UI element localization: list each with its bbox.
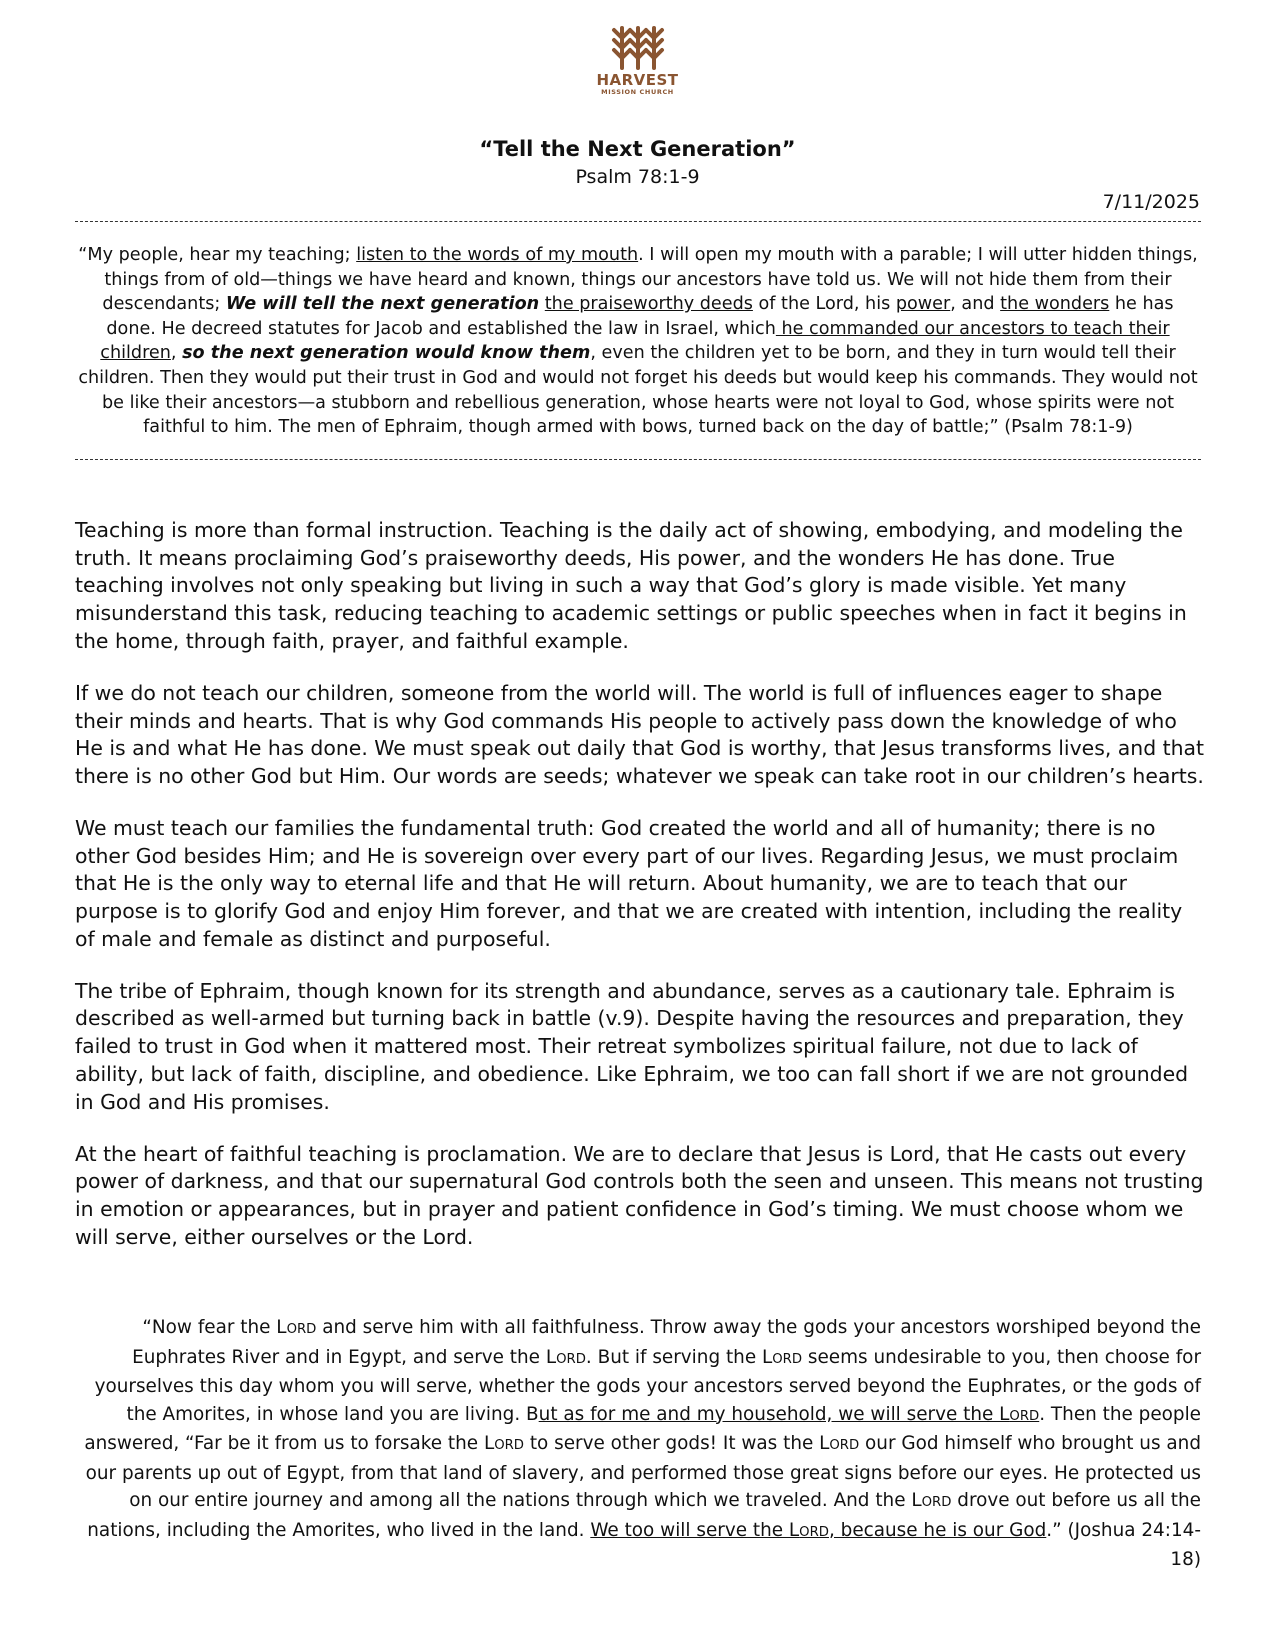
closing-scripture [75, 1314, 1201, 1574]
small-caps-lord: ORD [494, 1438, 524, 1453]
scripture-text: he has done. He decreed statutes for Jacob and established the law in Israel, which [106, 294, 1174, 339]
closing-text: , because he is our God [828, 1519, 1047, 1541]
closing-text: ut as for me and my household, we will serve the L [538, 1403, 1010, 1425]
closing-text: . Then the people answered, “Far be it from us to forsake the L [84, 1403, 1201, 1454]
small-caps-lord: ORD [772, 1351, 803, 1367]
bottom-divider [75, 459, 1201, 460]
scripture-text: , even the children yet to be born, and they in turn would tell their children. Then they would put their trust in God and would not forget his deeds but would keep his commands. They would not be like their ancestors—a stubborn and rebellious generation, whose hearts were not loyal to God, whose spirits were not faithful to him. The men of Ephraim, though armed with bows, turned back on the day of battle;” (Psalm 78:1-9) [78, 343, 1198, 438]
sermon-passage: Psalm 78:1-9 [575, 166, 700, 188]
logo-name: HARVEST [596, 71, 679, 89]
small-caps-lord: ORD [1009, 1408, 1040, 1424]
closing-text: We too will serve the L [590, 1519, 800, 1541]
body-paragraph: We must teach our families the fundamental truth: God created the world and all of humanity; there is no other God besides Him; and He is sovereign over every part of our lives. Regarding Jesus, we must proclaim that He is the only way to eternal life and that He will return. About humanity, we are to teach that our purpose is to glorify God and enjoy Him forever, and that we are created with intention, including the reality of male and female as distinct and purposeful. [75, 815, 1183, 951]
top-divider [75, 221, 1201, 222]
closing-text: drove out before us all the nations, including the Amorites, who lived in the land. [87, 1490, 1201, 1541]
small-caps-lord: ORD [829, 1438, 860, 1453]
sermon-title: “Tell the Next Generation” [479, 137, 796, 161]
closing-text: . But if serving the L [585, 1346, 773, 1368]
sermon-body [75, 517, 1205, 1276]
scripture-text: . I will open my mouth with a parable; I will utter hidden things, things from of old—things we have heard and known, things our ancestors have told us. We will not hide them from their descendants; [102, 245, 1198, 315]
scripture-underline: he commanded our ancestors to teach their children [100, 318, 1170, 364]
scripture-underline: power [895, 294, 951, 315]
scripture-text: , and [950, 294, 1001, 315]
scripture-emphasis: so the next generation would know them [182, 343, 591, 364]
sermon-date: 7/11/2025 [1102, 191, 1200, 213]
closing-text: and serve him with all faithfulness. Throw away the gods your ancestors worshiped beyond the Euphrates River and in Egypt, and serve the L [132, 1317, 1201, 1368]
closing-text: our God himself who brought us and our parents up out of Egypt, from that land of slavery, and performed those great signs before our eyes. He protected us on our entire journey and among all the nations through which we traveled. And the L [85, 1433, 1201, 1511]
body-paragraph: If we do not teach our children, someone from the world will. The world is full of influences eager to shape their minds and hearts. That is why God commands His people to actively pass down the knowledge of who He is and what He has done. We must speak out daily that God is worthy, that Jesus transforms lives, and that there is no other God but Him. Our words are seeds; whatever we speak can take root in our children’s hearts. [75, 680, 1205, 788]
scripture-text: , [170, 343, 183, 364]
scripture-block [75, 243, 1201, 440]
closing-text: .” (Joshua 24:14-18) [1046, 1519, 1201, 1570]
small-caps-lord: ORD [556, 1351, 586, 1367]
body-paragraph: Teaching is more than formal instruction. Teaching is the daily act of showing, embodying, and modeling the truth. It means proclaiming God’s praiseworthy deeds, His power, and the wonders He has done. True teaching involves not only speaking but living in such a way that God’s glory is made visible. Yet many misunderstand this task, reducing teaching to academic settings or public speeches when in fact it begins in the home, through faith, prayer, and faithful example. [75, 518, 1187, 653]
logo-subtitle: MISSION CHURCH [601, 88, 674, 96]
scripture-text: “My people, hear my teaching; [78, 245, 357, 265]
small-caps-lord: ORD [286, 1322, 317, 1337]
scripture-text: of the Lord, his [752, 294, 896, 315]
church-logo [0, 24, 1275, 96]
closing-underline [539, 1404, 1040, 1425]
scripture-emphasis: We will tell the next generation [225, 294, 540, 315]
closing-text: to serve other gods! It was the L [524, 1433, 830, 1454]
closing-text: “Now fear the L [142, 1317, 287, 1338]
small-caps-lord: ORD [799, 1524, 829, 1540]
closing-underline [590, 1520, 1046, 1541]
body-paragraph: At the heart of faithful teaching is proclamation. We are to declare that Jesus is Lord, that He casts out every power of darkness, and that our supernatural God controls both the seen and unseen. This means not trusting in emotion or appearances, but in prayer and patient confidence in God’s timing. We must choose whom we will serve, either ourselves or the Lord. [75, 1141, 1204, 1249]
scripture-underline: the wonders [1000, 294, 1110, 315]
small-caps-lord: ORD [921, 1495, 952, 1510]
closing-text: seems undesirable to you, then choose for yourselves this day whom you will serve, whether the gods your ancestors served beyond the Euphrates, or the gods of the Amorites, in whose land you are living. B [94, 1346, 1201, 1425]
scripture-underline: the praiseworthy deeds [544, 294, 753, 315]
scripture-underline: listen to the words of my mouth [356, 245, 639, 265]
wheat-logo-icon [606, 24, 670, 70]
body-paragraph: The tribe of Ephraim, though known for its strength and abundance, serves as a cautionary tale. Ephraim is described as well-armed but turning back in battle (v.9). Despite having the resources and preparation, they failed to trust in God when it mattered most. Their retreat symbolizes spiritual failure, not due to lack of ability, but lack of faith, discipline, and obedience. Like Ephraim, we too can fall short if we are not grounded in God and His promises. [75, 978, 1189, 1114]
